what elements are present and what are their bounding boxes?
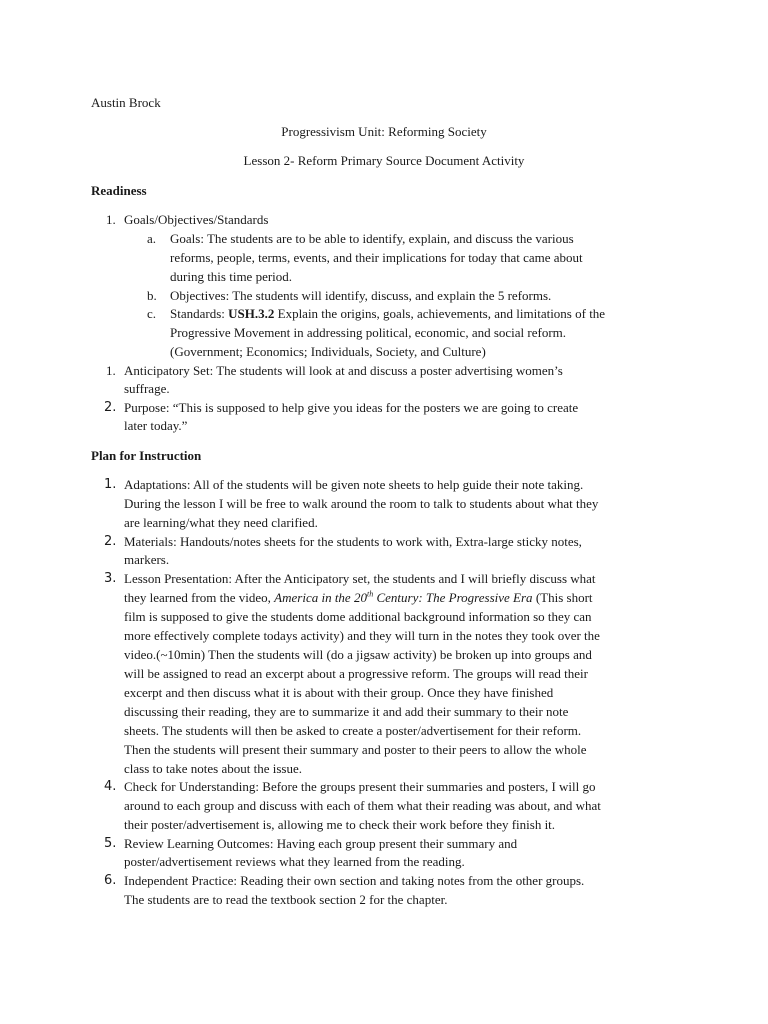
sub-marker-c: c. [147, 306, 157, 321]
lesson-presentation-text: excerpt and then discuss what it is about with their group. Once they have finished [124, 685, 554, 700]
text-run: (This short [532, 590, 593, 605]
materials-text: markers. [124, 552, 170, 567]
plan-heading: Plan for Instruction [91, 448, 202, 463]
goals-text: Goals: The students are to be able to identify, explain, and discuss the various [170, 231, 574, 246]
check-understanding-text: their poster/advertisement is, allowing me to check their work before they finish it. [124, 817, 556, 832]
lesson-presentation-text: will be assigned to read an excerpt about a progressive reform. The groups will read their [124, 666, 588, 681]
list-marker: 1. [104, 477, 117, 492]
adaptations-text: Adaptations: All of the students will be given note sheets to help guide their note taking. [124, 477, 584, 492]
lesson-presentation-text: class to take notes about the issue. [124, 761, 302, 776]
independent-practice-text: Independent Practice: Reading their own section and taking notes from the other groups. [124, 873, 585, 888]
independent-practice-text: The students are to read the textbook section 2 for the chapter. [124, 892, 448, 907]
list-marker: 5. [104, 836, 117, 851]
list-marker: 6. [104, 873, 117, 888]
lesson-presentation-text: sheets. The students will then be asked to create a poster/advertisement for their reform. [124, 723, 582, 738]
text-run: they learned from the video, [124, 590, 275, 605]
author-name: Austin Brock [91, 95, 161, 110]
unit-title: Progressivism Unit: Reforming Society [281, 124, 487, 139]
lesson-title: Lesson 2- Reform Primary Source Document Activity [243, 153, 525, 168]
lesson-presentation-text [124, 588, 593, 607]
list-marker: 1. [106, 212, 116, 227]
list-marker: 2. [104, 400, 117, 415]
anticipatory-set-text: suffrage. [124, 381, 170, 396]
adaptations-text: During the lesson I will be free to walk around the room to talk to students about what they [124, 496, 599, 511]
sub-marker-a: a. [147, 231, 157, 246]
purpose-text: later today.” [124, 418, 188, 433]
superscript: th [366, 589, 374, 599]
lesson-presentation-text: Then the students will present their summary and poster to their peers to allow the whole [124, 742, 587, 757]
list-marker: 2. [104, 534, 117, 549]
check-understanding-text: Check for Understanding: Before the groups present their summaries and posters, I will go [124, 779, 596, 794]
materials-text: Materials: Handouts/notes sheets for the students to work with, Extra-large sticky notes, [124, 534, 582, 549]
adaptations-text: are learning/what they need clarified. [124, 515, 318, 530]
list-marker: 1. [106, 363, 116, 378]
check-understanding-text: around to each group and discuss with each of them what their reading was about, and what [124, 798, 601, 813]
list-marker: 4. [104, 779, 117, 794]
standard-code: USH.3.2 [228, 306, 275, 321]
standards-rest: Explain the origins, goals, achievements, and limitations of the [274, 306, 606, 321]
purpose-text: Purpose: “This is supposed to help give you ideas for the posters we are going to create [124, 400, 579, 415]
review-outcomes-text: poster/advertisement reviews what they learned from the reading. [124, 854, 465, 869]
standards-text [170, 304, 605, 323]
lesson-presentation-text: discussing their reading, they are to summarize it and add their summary to their note [124, 704, 569, 719]
standards-text: (Government; Economics; Individuals, Society, and Culture) [170, 344, 486, 359]
lesson-presentation-text: video.(~10min) Then the students will (do a jigsaw activity) be broken up into groups and [124, 647, 592, 662]
lesson-presentation-text: more effectively complete todays activity) and they will turn in the notes they took over the [124, 628, 600, 643]
objectives-text: Objectives: The students will identify, discuss, and explain the 5 reforms. [170, 288, 552, 303]
anticipatory-set-text: Anticipatory Set: The students will look at and discuss a poster advertising women’s [124, 363, 563, 378]
readiness-heading: Readiness [91, 183, 147, 198]
review-outcomes-text: Review Learning Outcomes: Having each group present their summary and [124, 836, 518, 851]
standards-text: Progressive Movement in addressing political, economic, and social reform. [170, 325, 567, 340]
list-marker: 3. [104, 571, 117, 586]
standards-prefix: Standards: [170, 306, 229, 321]
sub-marker-b: b. [147, 288, 157, 303]
goals-objectives-standards-label: Goals/Objectives/Standards [124, 212, 269, 227]
goals-text: during this time period. [170, 269, 293, 284]
lesson-presentation-text: film is supposed to give the students dome additional background information so they can [124, 609, 592, 624]
video-title: America in the 20th Century: The Progressive Era [274, 589, 533, 605]
lesson-presentation-text: Lesson Presentation: After the Anticipatory set, the students and I will briefly discuss what [124, 571, 596, 586]
goals-text: reforms, people, terms, events, and their implications for today that came about [170, 250, 583, 265]
